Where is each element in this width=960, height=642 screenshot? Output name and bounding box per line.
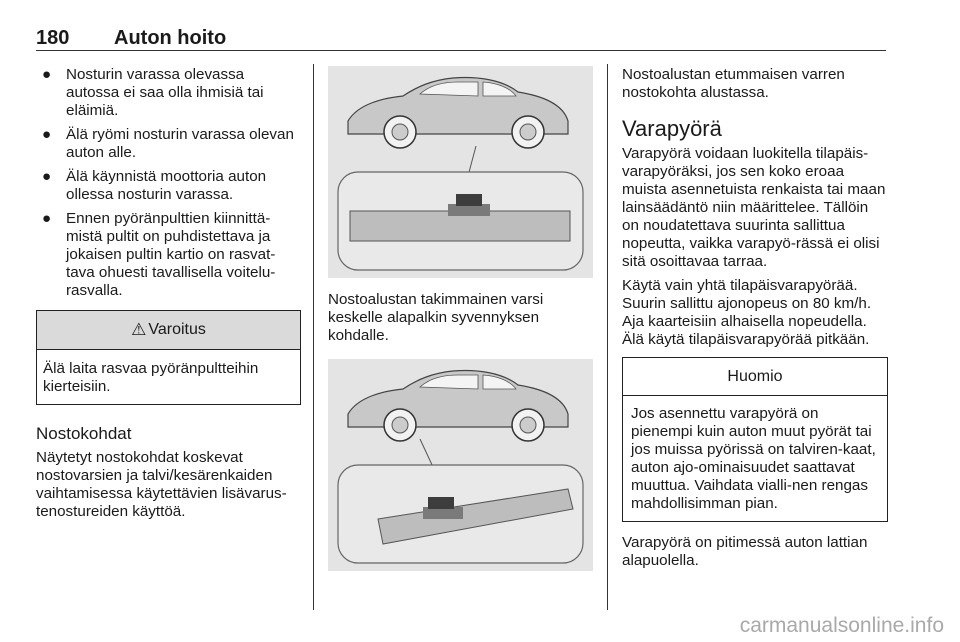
rear-lift-point-illustration [328,66,593,278]
list-item [36,168,301,204]
column-2 [328,66,593,571]
bullet-text: Älä ryömi nosturin varassa olevan auton alle. [66,126,294,161]
column-3 [622,66,888,576]
front-lift-point-illustration [328,359,593,571]
bullet-text: Älä käynnistä moottoria auton ollessa nosturin varassa. [66,168,267,203]
note-text: Jos asennettu varapyörä on pienempi kuin auton muut pyörät tai jos muissa pyörissä on talviren-kaat, auton ajo-ominaisuudet saattavat muuttua. Vaihdata vialli-nen rengas mahdollisimman pian. [631,405,876,512]
warning-title: Varoitus [148,321,206,338]
paragraph-2: Käytä vain yhtä tilapäisvarapyörää. Suurin sallittu ajonopeus on 80 km/h. Aja kaarteisiin alhaisella nopeudella. Älä käytä tilapäisvarapyörää pitkään. [622,277,872,348]
bullet-icon: ● [42,210,52,227]
page-header [36,22,886,52]
chapter-title: Auton hoito [114,27,227,49]
warning-box [36,310,301,405]
warning-text: Älä laita rasvaa pyöränpultteihin kierteisiin. [43,360,259,395]
list-item [36,66,301,120]
column-divider-2 [607,64,608,610]
warning-header [37,311,300,350]
rear-lift-car-image [328,66,593,278]
header-rule [36,50,886,51]
column-1 [36,66,301,527]
paragraph-1: Varapyörä voidaan luokitella tilapäis-varapyöräksi, jos sen koko eroaa muista asennetuista renkaista tai maan lainsäädäntö niin määrittelee. Tällöin on noudatettava suurinta sallittua nopeutta, vaikka varapyö-rässä ei olisi sitä osoittavaa tarraa. [622,145,886,270]
figure-caption-rear: Nostoalustan takimmainen varsi keskelle alapalkin syvennyksen kohdalle. [328,291,544,344]
safety-bullet-list [36,66,301,300]
list-item [36,126,301,162]
column-divider-1 [313,64,314,610]
note-title: Huomio [623,358,887,396]
section-title-varapyora: Varapyörä [622,116,722,141]
bullet-icon: ● [42,66,52,83]
watermark: carmanualsonline.info [739,614,944,637]
section-title-nostokohdat: Nostokohdat [36,424,132,443]
front-lift-car-image [328,359,593,571]
paragraph-3: Varapyörä on pitimessä auton lattian alapuolella. [622,534,868,569]
page-number: 180 [36,27,70,49]
bullet-text: Nosturin varassa olevassa autossa ei saa olla ihmisiä tai eläimiä. [66,66,264,119]
list-item [36,210,301,300]
bullet-text: Ennen pyöränpulttien kiinnittä-mistä pultit on puhdistettava ja jokaisen pultin kartio on rasvat-tava ohuesti tavallisella voitelu-rasvalla. [66,210,276,299]
bullet-icon: ● [42,126,52,143]
section-paragraph: Näytetyt nostokohdat koskevat nostovarsien ja talvi/kesärenkaiden vaihtamisessa käytettävien lisävarus-tenostureiden käyttöä. [36,449,287,520]
warning-triangle-icon: ⚠ [131,320,147,339]
intro-paragraph: Nostoalustan etummaisen varren nostokohta alustassa. [622,66,845,101]
note-box [622,357,888,522]
bullet-icon: ● [42,168,52,185]
